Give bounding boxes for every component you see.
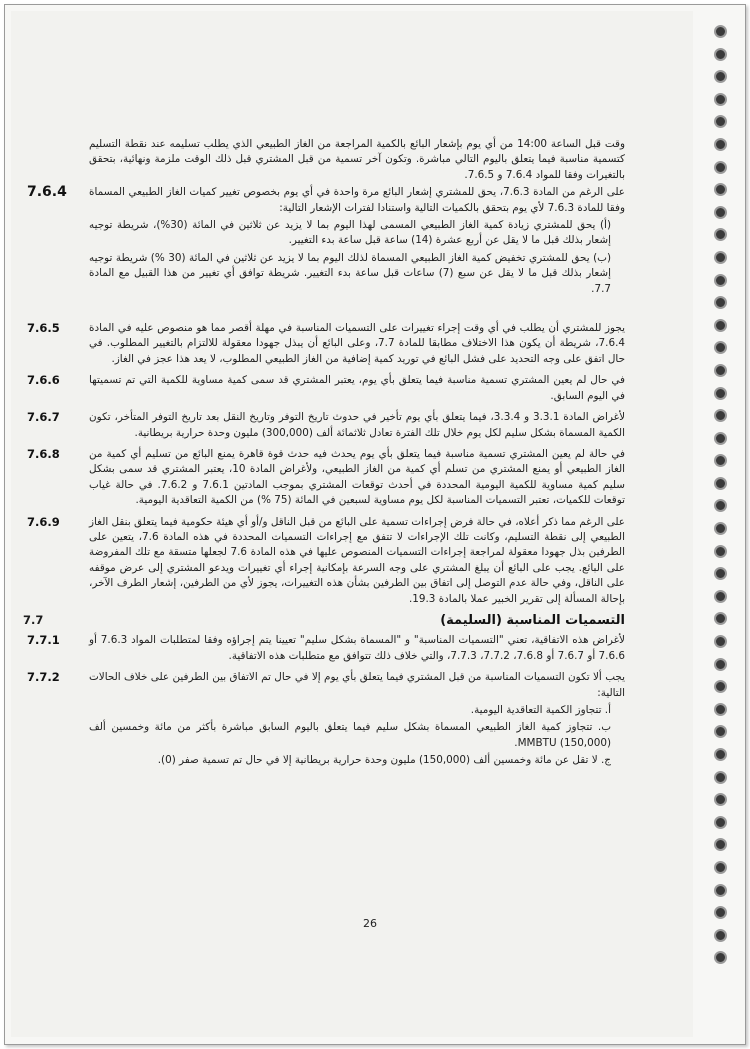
binder-hole-icon [714,545,727,558]
binder-hole-icon [714,454,727,467]
binder-hole-icon [714,567,727,580]
section-7-6-8 [27,446,626,509]
binder-hole-icon [714,409,727,422]
section-paragraph: في حال لم يعين المشتري تسمية مناسبة فيما يتعلق بأي يوم، يعتبر المشتري قد سمى كمية مساوية للكمية التي تم تسميتها في اليوم السابق. [89,374,625,402]
section-7-7-2 [27,670,625,768]
section-7-6-6 [27,373,625,404]
section-7-6-7 [27,410,626,441]
binder-hole-icon [714,906,727,919]
sub-item: ج. لا تقل عن مائة وخمسين ألف (150,000) مليون وحدة حرارية بريطانية إلا في حال تم تسمية صفر (0). [157,754,611,767]
binder-hole-icon [714,206,727,219]
section-paragraph: على الرغم مما ذكر أعلاه، في حالة فرض إجراءات تسمية على البائع من قبل الناقل و/أو أي هيئة حكومية فيما يتعلق بنقل الغاز الطبيعي إلى نقطة التسليم، وكانت تلك الإجراءات لا تتفق مع إجراءات التسميات المحددة في هذه المادة 7.6، يتعين على الطرفين بذل جهودا معقولة لمراجعة إجراءات التسميات المنصوص عليها في هذه المادة 7.6 لجعلها متسقة مع تلك المفروضة على البائع. يجب على البائع أن يبلغ المشتري على وجه السرعة بإمكانية إجراء أي تغييرات ويدعو المشتري إلى عرض موقفه على الناقل، وفي حالة عدم التوصل إلى اتفاق بين الطرفين بشأن هذه التغييرات، يجوز لأي من الطرفين، إشعار الطرف الآخر، بإحالة المسألة إلى تقرير الخبير عملا بالمادة 19.3. [89,515,625,605]
section-heading-7-7 [23,612,625,629]
binder-hole-icon [714,70,727,83]
binder-hole-icon [714,228,727,241]
section-number: 7.7.2 [27,670,60,685]
sub-item: (أ) يحق للمشتري زيادة كمية الغاز الطبيعي المسمى لهذا اليوم بما لا يزيد عن ثلاثين في المائة (30%)، شريطة توجيه إشعار بذلك قبل ما لا يقل عن أربع عشرة (14) ساعة قبل ساعة بدء التغيير. [89,219,612,247]
binder-hole-icon [714,816,727,829]
binder-hole-icon [714,25,727,38]
sub-item: ب. تتجاوز كمية الغاز الطبيعي المسماة بشكل سليم فيما يتعلق باليوم السابق مباشرة بأكثر من مائة وخمسين ألف (150,000) MMBTU. [89,721,611,749]
binder-hole-icon [714,161,727,174]
binder-hole-icon [714,884,727,897]
binder-hole-icon [714,725,727,738]
page-content [23,137,626,775]
binder-hole-icon [714,951,727,964]
binder-hole-icon [714,364,727,377]
intro-paragraph: وقت قبل الساعة 14:00 من أي يوم بإشعار البائع بالكمية المراجعة من الغاز الطبيعي الذي يطلب تسليمه عند نقطة التسليم كتسمية مناسبة فيما يتعلق باليوم التالي مباشرة. وتكون آخر تسمية من قبل المشتري قبل ذلك الوقت ملزمة ونهائية، بتحقق بالتغيرات وفقا للمواد 7.6.4 و 7.6.5. [89,138,626,181]
section-number: 7.6.9 [27,514,60,529]
binder-hole-icon [714,499,727,512]
sub-item: (ب) يحق للمشتري تخفيض كمية الغاز الطبيعي المسماة لذلك اليوم بما لا يزيد عن ثلاثين في المائة (30 %) شريطة توجيه إشعار بذلك قبل ما لا يقل عن سبع (7) ساعات قبل ساعة بدء التغيير. شريطة توافق أي تغيير من هذا القبيل مع المادة 7.7. [89,251,611,295]
page-number: 26 [363,917,377,930]
binder-hole-icon [714,341,727,354]
section-paragraph: يجوز للمشتري أن يطلب في أي وقت إجراء تغييرات على التسميات المناسبة في مهلة أقصر مما هو منصوص عليه في المادة 7.6.4، شريطة أن يكون هذا الاختلاف مطابقا للمادة 7.7، وعلى البائع أن يبذل جهودا معقولة للالتزام بالتغيير المطلوب. في حال اتفق على وجه التحديد على فشل البائع في توريد كمية إضافية من الغاز الطبيعي المطلوب، لا يعد هذا عجز في الغاز. [89,322,625,365]
binder-hole-icon [714,748,727,761]
binder-hole-icon [714,635,727,648]
section-number: 7.6.8 [27,446,60,461]
section-7-7-1 [27,633,625,664]
section-number: 7.6.7 [27,410,60,425]
section-paragraph: لأغراض هذه الاتفاقية، تعني "التسميات المناسبة" و "المسماة بشكل سليم" تعيينا يتم إجراؤه وفقا لمتطلبات المواد 7.6.3 أو 7.6.6 أو 7.6.7 أو 7.6.8، 7.7.2، 7.7.3، والتي خلاف ذلك تتوافق مع متطلبات هذه الاتفاقية. [89,634,625,662]
binder-hole-icon [714,680,727,693]
scan-frame [4,4,746,1045]
section-7-6-9 [27,514,625,607]
binder-hole-icon [714,703,727,716]
binder-hole-icon [714,477,727,490]
section-number: 7.6.6 [27,373,60,388]
section-7-6-5 [27,321,625,367]
binder-holes [709,25,731,974]
section-paragraph: يجب ألا تكون التسميات المناسبة من قبل المشتري فيما يتعلق بأي يوم إلا في حال تم الاتفاق بين الطرفين على خلاف الحالات التالية: [89,671,625,699]
section-paragraph: لأغراض المادة 3.3.1 و 3.3.4، فيما يتعلق بأي يوم تأخير في حدوث تاريخ التوفر وتاريخ النقل بعد تاريخ التوفر المتأخر، تكون الكمية المسماة بشكل سليم لكل يوم خلال تلك الفترة تعادل ثلاثمائة ألف (300,000) مليون وحدة حرارية بريطانية. [89,411,626,439]
section-paragraph: في حالة لم يعين المشتري تسمية مناسبة فيما يتعلق بأي يوم يحدث فيه حدث قوة قاهرة يمنع البائع من تسليم أي كمية من الغاز الطبيعي أو يمنع المشتري من تسلم أي كمية من الغاز الطبيعي، ولأغراض المادة 10، يعتبر المشتري قد سمى بشكل سليم كمية مساوية للكمية اليومية المحددة في أحدث توقعات المشتري بموجب المادتين 7.6.1 و 7.6.2. في حالة غياب توقعات للكميات، تعتبر التسميات المناسبة لكل يوم مساوية لسبعين في المائة (75 %) من الكمية التعاقدية اليومية. [89,447,626,507]
binder-hole-icon [714,138,727,151]
section-number: 7.7.1 [27,633,60,648]
binder-hole-icon [714,838,727,851]
binder-hole-icon [714,93,727,106]
section-paragraph: على الرغم من المادة 7.6.3، يحق للمشتري إشعار البائع مرة واحدة في أي يوم بخصوص تغيير كميات الغاز الطبيعي المسماة وفقا للمادة 7.6.3 لأي يوم بتحقق بالكميات التالية واستنادا لفترات الإشعار التالية: [89,186,626,214]
binder-hole-icon [714,612,727,625]
binder-hole-icon [714,432,727,445]
binder-hole-icon [714,319,727,332]
binder-hole-icon [714,793,727,806]
binder-hole-icon [714,251,727,264]
binder-hole-icon [714,274,727,287]
document-page [11,11,693,1037]
section-7-6-4 [27,184,626,297]
section-number: 7.6.5 [27,321,60,336]
section-number: 7.6.4 [27,184,67,201]
binder-hole-icon [714,296,727,309]
binder-hole-icon [714,929,727,942]
binder-hole-icon [714,115,727,128]
binder-hole-icon [714,861,727,874]
binder-hole-icon [714,387,727,400]
binder-hole-icon [714,658,727,671]
heading-number: 7.7 [23,612,44,627]
binder-hole-icon [714,48,727,61]
binder-hole-icon [714,771,727,784]
heading-title: التسميات المناسبة (السليمة) [440,612,625,628]
sub-item: أ. تتجاوز الكمية التعاقدية اليومية. [470,704,611,716]
binder-hole-icon [714,522,727,535]
binder-hole-icon [714,183,727,196]
binder-hole-icon [714,590,727,603]
